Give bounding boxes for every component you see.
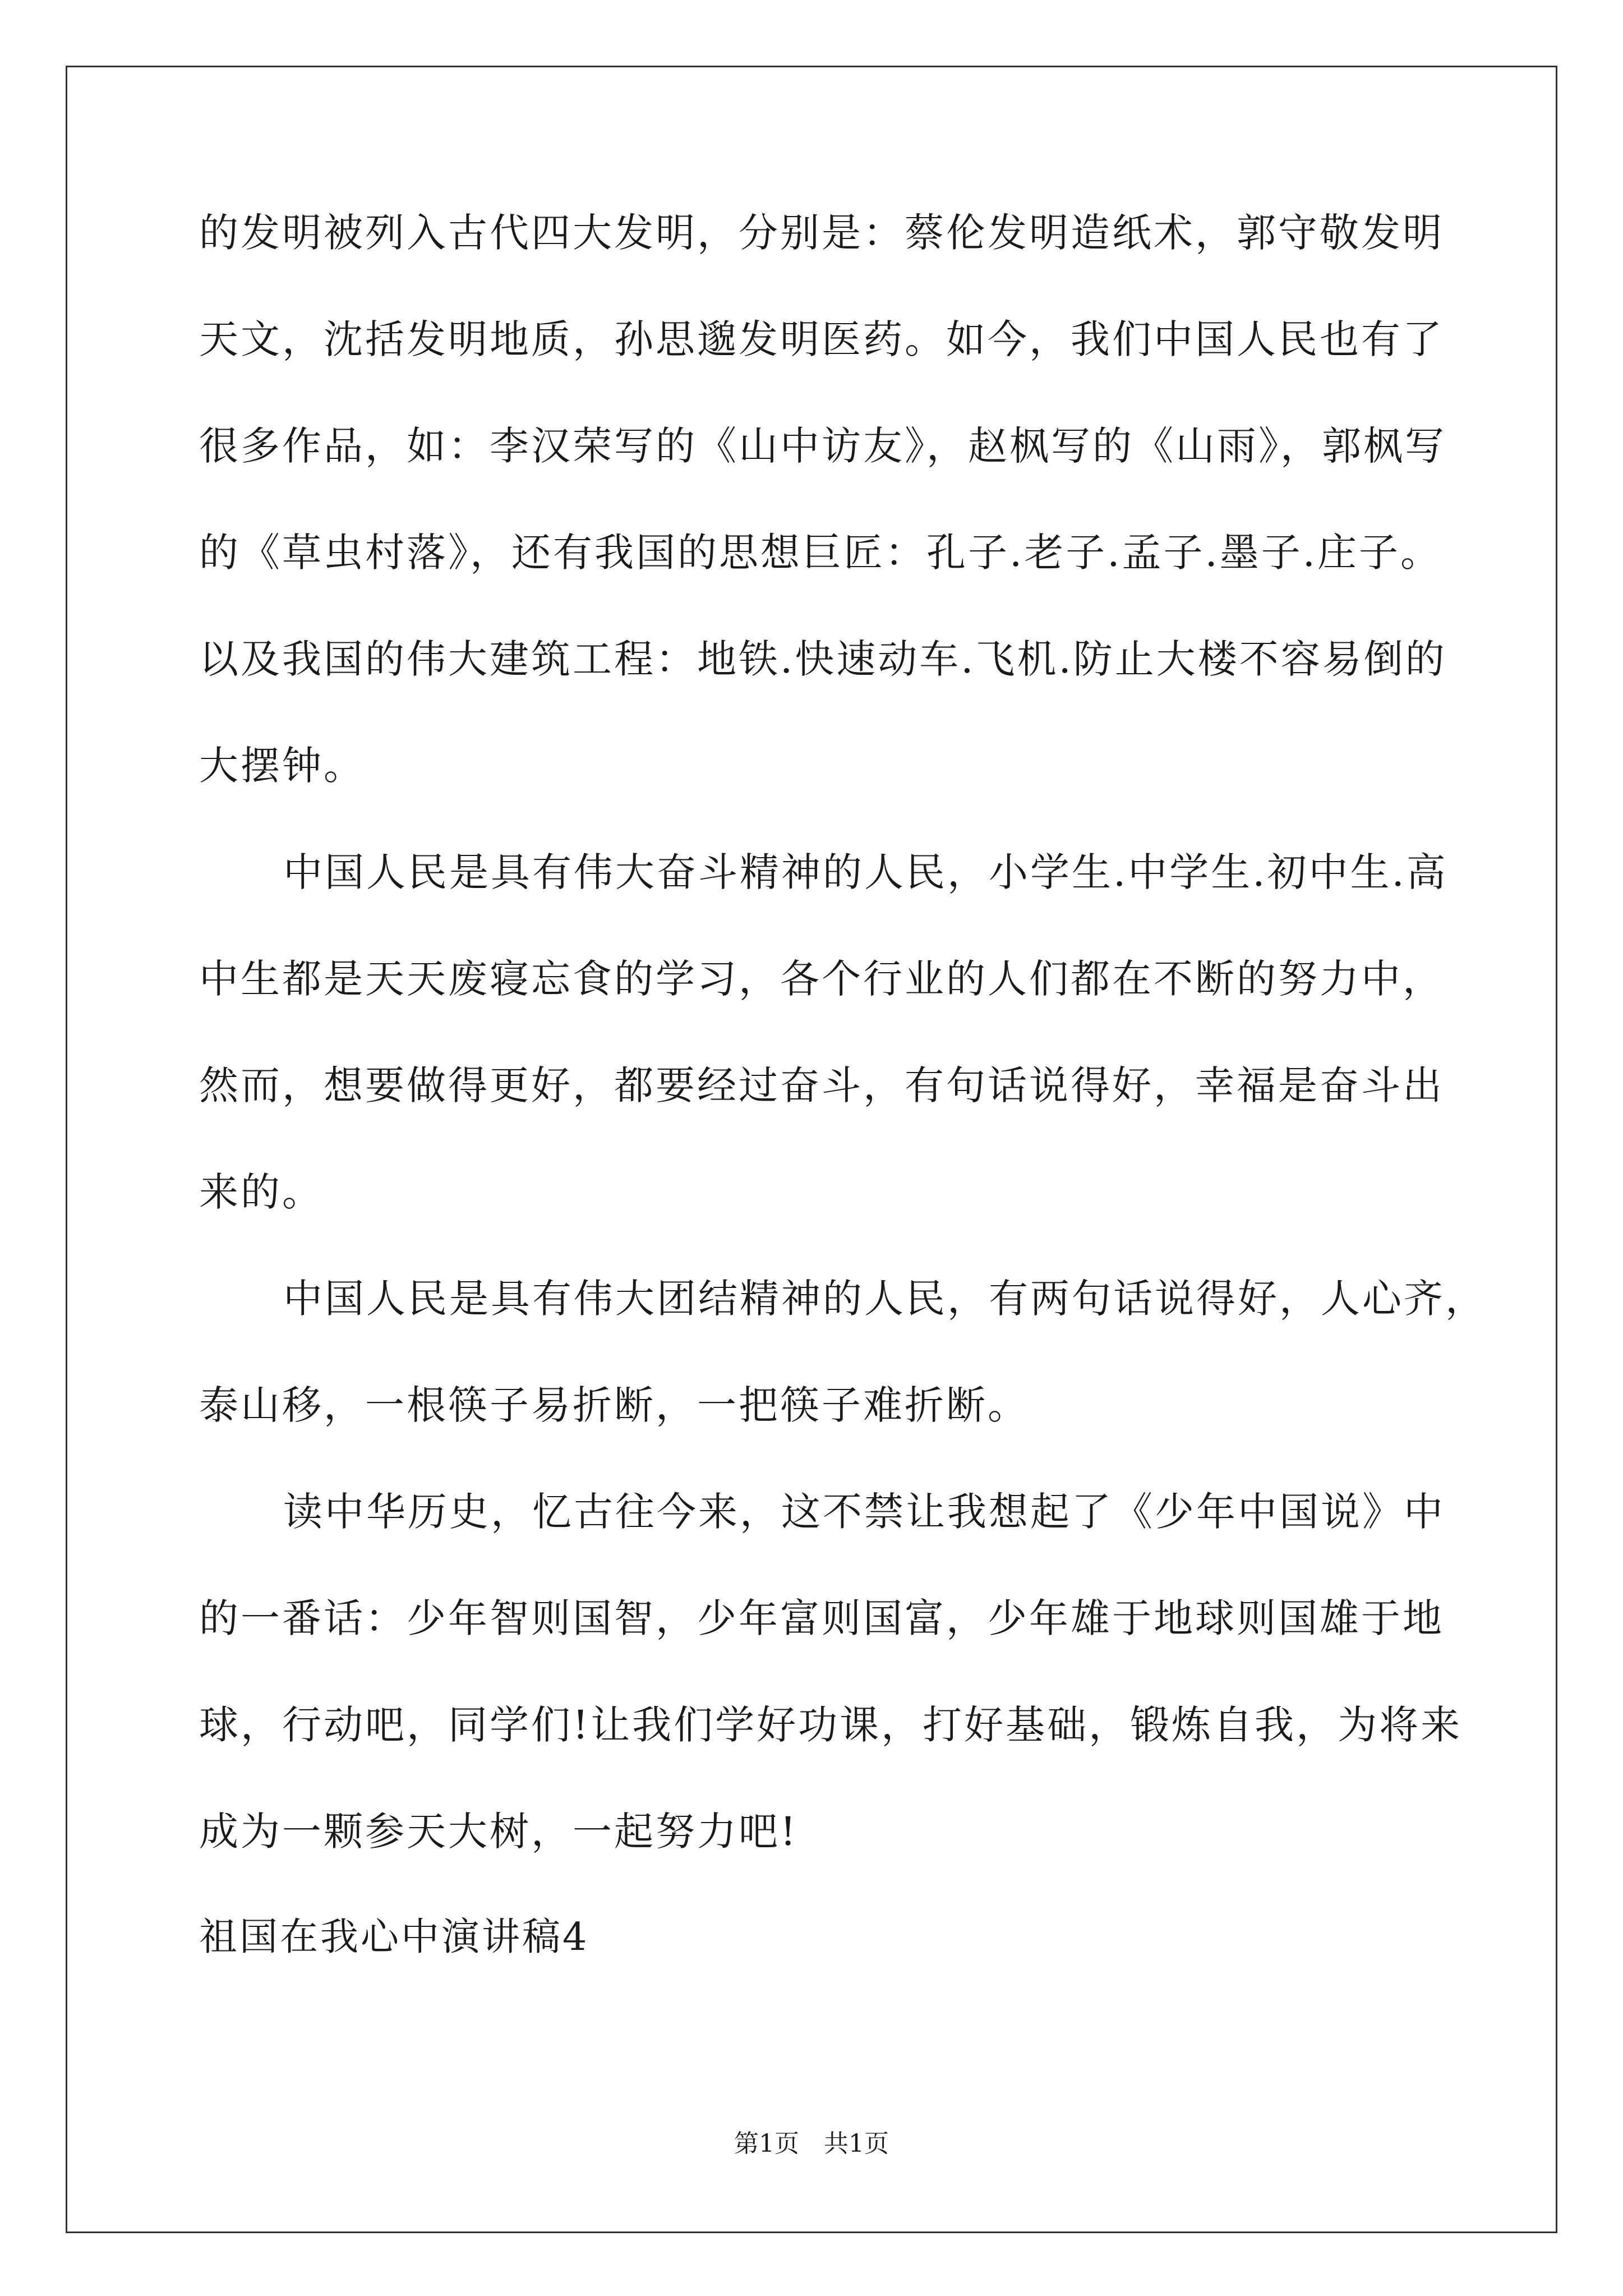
paragraph-4-line-1: 读中华历史，忆古往今来，这不禁让我想起了《少年中国说》中 [283,1489,1445,1535]
section-heading: 祖国在我心中演讲稿4 [199,1915,589,1959]
paragraph-3-line-1: 中国人民是具有伟大团结精神的人民，有两句话说得好，人心齐， [283,1276,1487,1322]
paragraph-3-line-2: 泰山移，一根筷子易折断，一把筷子难折断。 [199,1382,1029,1428]
paragraph-2-line-2: 中生都是天天废寝忘食的学习，各个行业的人们都在不断的努力中， [199,956,1444,1002]
paragraph-1-line-1: 的发明被列入古代四大发明，分别是：蔡伦发明造纸术，郭守敬发明 [199,210,1444,256]
page-number-current: 第1页 [734,2129,799,2158]
document-body [199,210,1487,1959]
paragraph-4-line-2: 的一番话：少年智则国智，少年富则国富，少年雄于地球则国雄于地 [199,1595,1444,1641]
paragraph-4-line-4: 成为一颗参天大树，一起努力吧! [199,1809,799,1855]
paragraph-2-line-3: 然而，想要做得更好，都要经过奋斗，有句话说得好，幸福是奋斗出 [199,1062,1444,1108]
paragraph-1-line-5: 以及我国的伟大建筑工程：地铁.快速动车.飞机.防止大楼不容易倒的 [199,636,1447,682]
paragraph-1-line-2: 天文，沈括发明地质，孙思邈发明医药。如今，我们中国人民也有了 [199,316,1444,362]
paragraph-2-line-4: 来的。 [199,1169,324,1215]
page-footer [0,2129,1623,2158]
page-number-total: 共1页 [824,2129,889,2158]
paragraph-1-line-4: 的《草虫村落》，还有我国的思想巨匠：孔子.老子.孟子.墨子.庄子。 [199,530,1442,576]
paragraph-2-line-1: 中国人民是具有伟大奋斗精神的人民，小学生.中学生.初中生.高 [283,849,1448,895]
paragraph-1-line-3: 很多作品，如：李汉荣写的《山中访友》，赵枫写的《山雨》，郭枫写 [199,423,1446,469]
paragraph-1-line-6: 大摆钟。 [199,743,365,789]
paragraph-4-line-3: 球，行动吧，同学们!让我们学好功课，打好基础，锻炼自我，为将来 [199,1702,1463,1748]
